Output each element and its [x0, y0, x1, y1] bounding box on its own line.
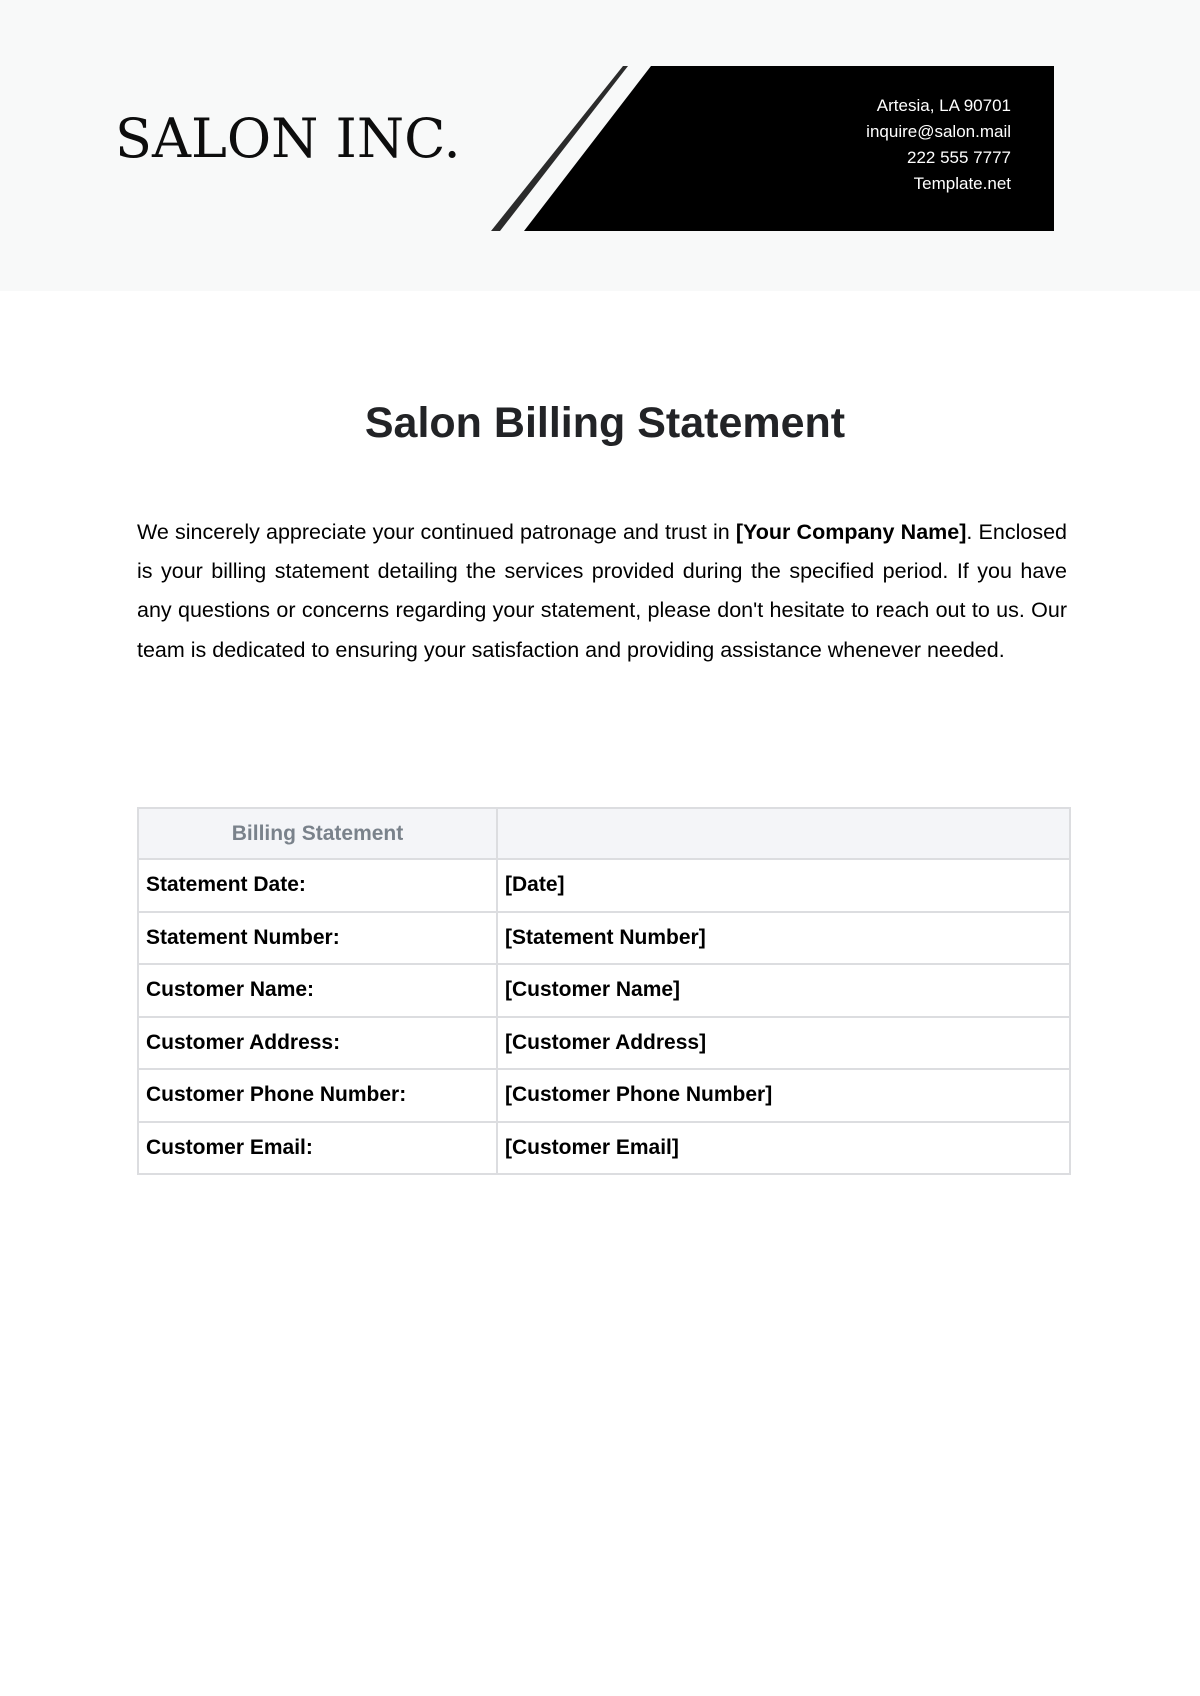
row-value: [Customer Email] — [497, 1122, 1070, 1175]
intro-text-end: . Enclosed is your billing statement detailing the services provided during the specified period. If you have any questions or concerns regarding your statement, please don't hesitate to reach out to us. Our team is dedicated to ensuring your satisfaction and providing assistance whenever needed. — [137, 520, 1067, 662]
contact-website: Template.net — [913, 174, 1011, 193]
row-value: [Customer Address] — [497, 1017, 1070, 1070]
contact-email: inquire@salon.mail — [866, 122, 1011, 141]
row-value: [Date] — [497, 859, 1070, 912]
row-label: Statement Date: — [138, 859, 497, 912]
table-row — [138, 1017, 1070, 1070]
company-name-placeholder: [Your Company Name] — [735, 520, 967, 544]
billing-statement-table — [137, 807, 1071, 1175]
row-label: Customer Address: — [138, 1017, 497, 1070]
table-row — [138, 1069, 1070, 1122]
row-value: [Statement Number] — [497, 912, 1070, 965]
contact-address: Artesia, LA 90701 — [876, 96, 1011, 115]
intro-text-start: We sincerely appreciate your continued patronage and trust in — [137, 520, 736, 544]
table-row — [138, 859, 1070, 912]
row-label: Statement Number: — [138, 912, 497, 965]
table-header-row — [138, 808, 1070, 859]
contact-info — [866, 93, 1011, 197]
row-label: Customer Name: — [138, 964, 497, 1017]
table-header-title: Billing Statement — [138, 808, 497, 859]
contact-phone: 222 555 7777 — [907, 148, 1011, 167]
company-logo: SALON INC. — [115, 107, 461, 170]
row-label: Customer Phone Number: — [138, 1069, 497, 1122]
intro-paragraph — [137, 513, 1067, 670]
document-title: Salon Billing Statement — [364, 399, 846, 447]
table-row — [138, 912, 1070, 965]
row-value: [Customer Phone Number] — [497, 1069, 1070, 1122]
table-header-empty — [497, 808, 1070, 859]
row-value: [Customer Name] — [497, 964, 1070, 1017]
table-row — [138, 964, 1070, 1017]
row-label: Customer Email: — [138, 1122, 497, 1175]
table-row — [138, 1122, 1070, 1175]
